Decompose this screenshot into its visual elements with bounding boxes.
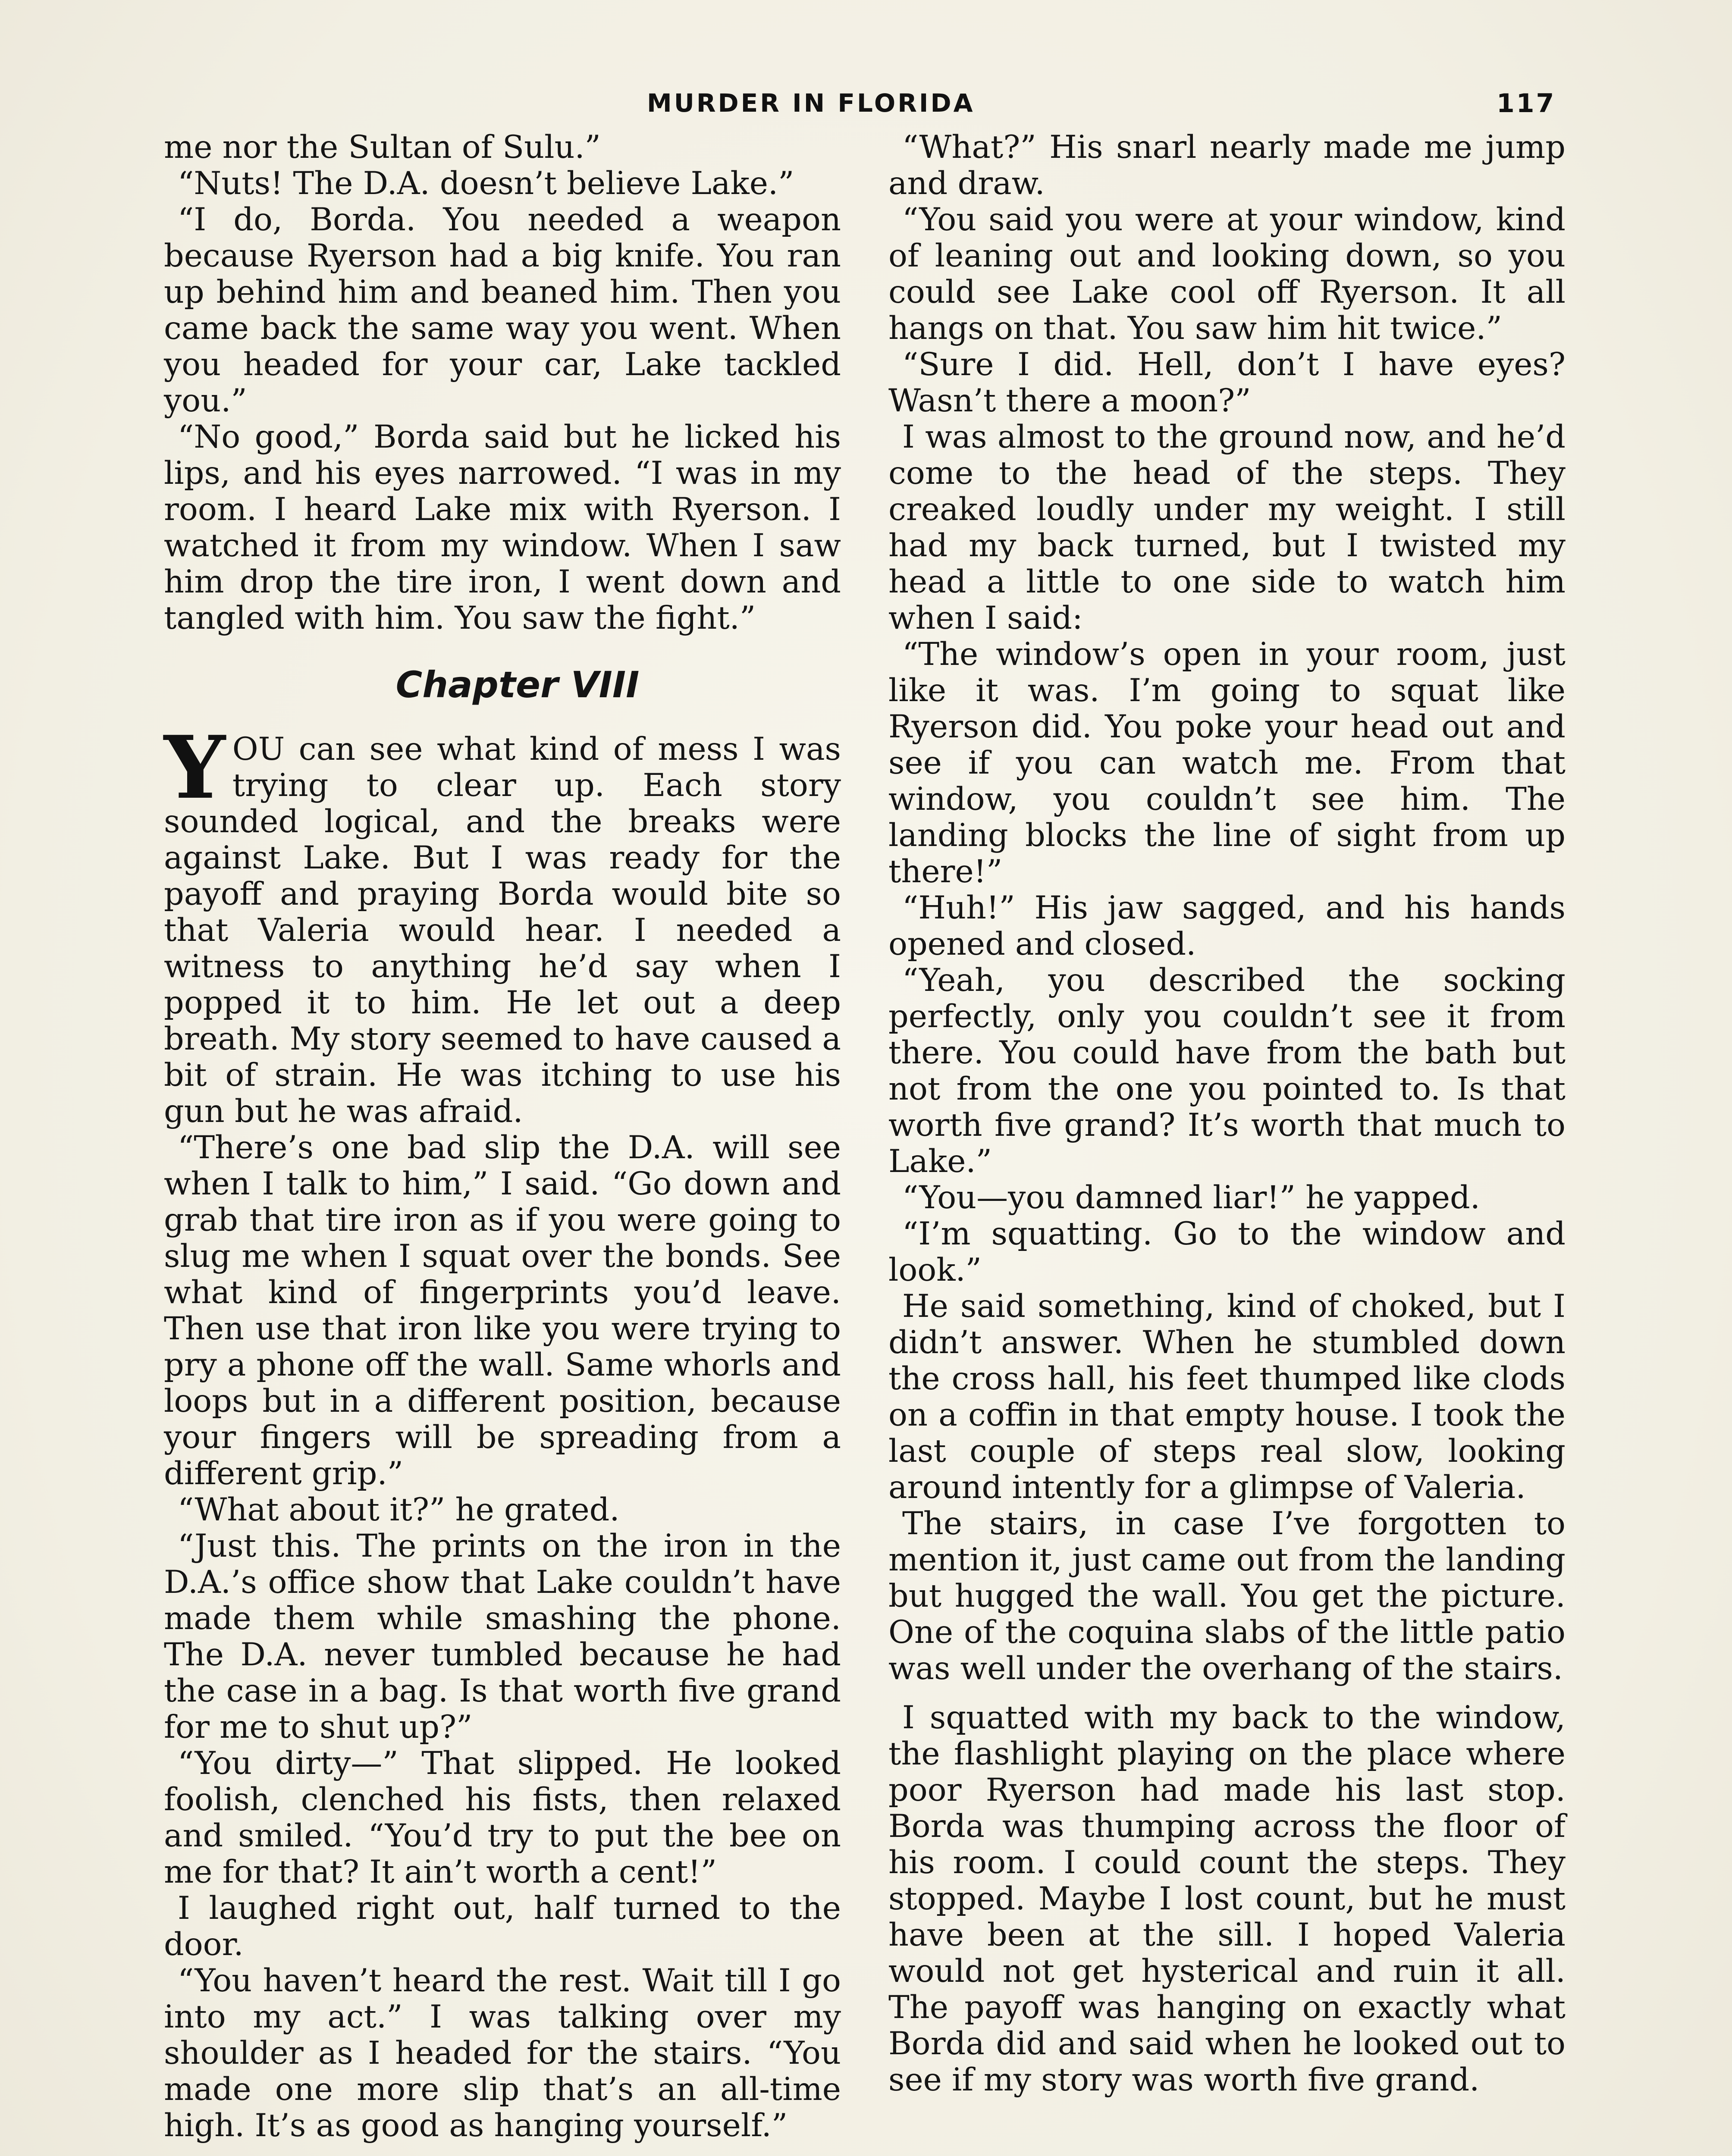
paragraph: I laughed right out, half turned to the door. <box>164 1890 841 1963</box>
paragraph: “You dirty—” That slipped. He looked foolish, clenched his fists, then relaxed and smiled. “You’d try to put the bee on me for that? It ain’t worth a cent!” <box>164 1745 841 1890</box>
paragraph: “Just this. The prints on the iron in the D.A.’s office show that Lake couldn’t have made them while smashing the phone. The D.A. never tumbled because he had the case in a bag. Is that worth five grand for me to shut up?” <box>164 1528 841 1745</box>
running-title: MURDER IN FLORIDA <box>647 88 975 118</box>
drop-cap: Y <box>164 717 226 818</box>
chapter-opening-paragraph <box>164 717 841 1130</box>
chapter-heading: Chapter VIII <box>395 664 640 706</box>
paragraph: “Nuts! The D.A. doesn’t believe Lake.” <box>178 165 794 202</box>
paragraph: me nor the Sultan of Sulu.” <box>164 129 601 166</box>
paragraph: The stairs, in case I’ve forgotten to mention it, just came out from the landing but hugged the wall. You get the picture. One of the coquina slabs of the little patio was well under the overhang of the stairs. <box>888 1505 1566 1687</box>
paragraph: “I’m squatting. Go to the window and look.” <box>888 1216 1566 1288</box>
paragraph: “The window’s open in your room, just like it was. I’m going to squat like Ryerson did. You poke your head out and see if you can watch me. From that window, you couldn’t see him. The landing blocks the line of sight from up there!” <box>888 636 1566 890</box>
paragraph: “You—you damned liar!” he yapped. <box>902 1179 1480 1216</box>
paragraph: “You haven’t heard the rest. Wait till I go into my act.” I was talking over my shoulder as I headed for the stairs. “You made one more slip that’s an all-time high. It’s as good as hanging yourself.” <box>164 1962 841 2144</box>
paragraph: “No good,” Borda said but he licked his lips, and his eyes narrowed. “I was in my room. I heard Lake mix with Ryerson. I watched it from my window. When I saw him drop the tire iron, I went down and tangled with him. You saw the fight.” <box>164 419 841 636</box>
paragraph: “I do, Borda. You needed a weapon because Ryerson had a big knife. You ran up behind him and beaned him. Then you came back the same way you went. When you headed for your car, Lake tackled you.” <box>164 201 841 419</box>
left-column <box>164 129 841 2144</box>
paragraph: “What about it?” he grated. <box>178 1492 620 1528</box>
paragraph: “Huh!” His jaw sagged, and his hands opened and closed. <box>888 890 1566 962</box>
paragraph: “Sure I did. Hell, don’t I have eyes? Wasn’t there a moon?” <box>888 346 1566 419</box>
page-number: 117 <box>1497 88 1556 119</box>
opening-paragraph-text: OU can see what kind of mess I was trying to clear up. Each story sounded logical, and the breaks were against Lake. But I was ready for the payoff and praying Borda would bite so that Valeria would hear. I needed a witness to anything he’d say when I popped it to him. He let out a deep breath. My story seemed to have caused a bit of strain. He was itching to use his gun but he was afraid. <box>164 731 841 1130</box>
right-column <box>888 129 1566 2098</box>
paragraph: I was almost to the ground now, and he’d come to the head of the steps. They creaked loudly under my weight. I still had my back turned, but I twisted my head a little to one side to watch him when I said: <box>888 419 1566 636</box>
paragraph: He said something, kind of choked, but I didn’t answer. When he stumbled down the cross hall, his feet thumped like clods on a coffin in that empty house. I took the last couple of steps real slow, looking around intently for a glimpse of Valeria. <box>888 1288 1566 1506</box>
paragraph: “What?” His snarl nearly made me jump and draw. <box>888 129 1566 202</box>
paragraph: I squatted with my back to the window, the flashlight playing on the place where poor Ryerson had made his last stop. Borda was thumping across the floor of his room. I could count the steps. They stopped. Maybe I lost count, but he must have been at the sill. I hoped Valeria would not get hysterical and ruin it all. The payoff was hanging on exactly what Borda did and said when he looked out to see if my story was worth five grand. <box>888 1699 1566 2098</box>
paragraph: “Yeah, you described the socking perfectly, only you couldn’t see it from there. You could have from the bath but not from the one you pointed to. Is that worth five grand? It’s worth that much to Lake.” <box>888 962 1566 1180</box>
paragraph: “You said you were at your window, kind of leaning out and looking down, so you could see Lake cool off Ryerson. It all hangs on that. You saw him hit twice.” <box>888 201 1566 347</box>
paragraph: “There’s one bad slip the D.A. will see when I talk to him,” I said. “Go down and grab that tire iron as if you were going to slug me when I squat over the bonds. See what kind of fingerprints you’d leave. Then use that iron like you were trying to pry a phone off the wall. Same whorls and loops but in a different position, because your fingers will be spreading from a different grip.” <box>164 1129 841 1492</box>
